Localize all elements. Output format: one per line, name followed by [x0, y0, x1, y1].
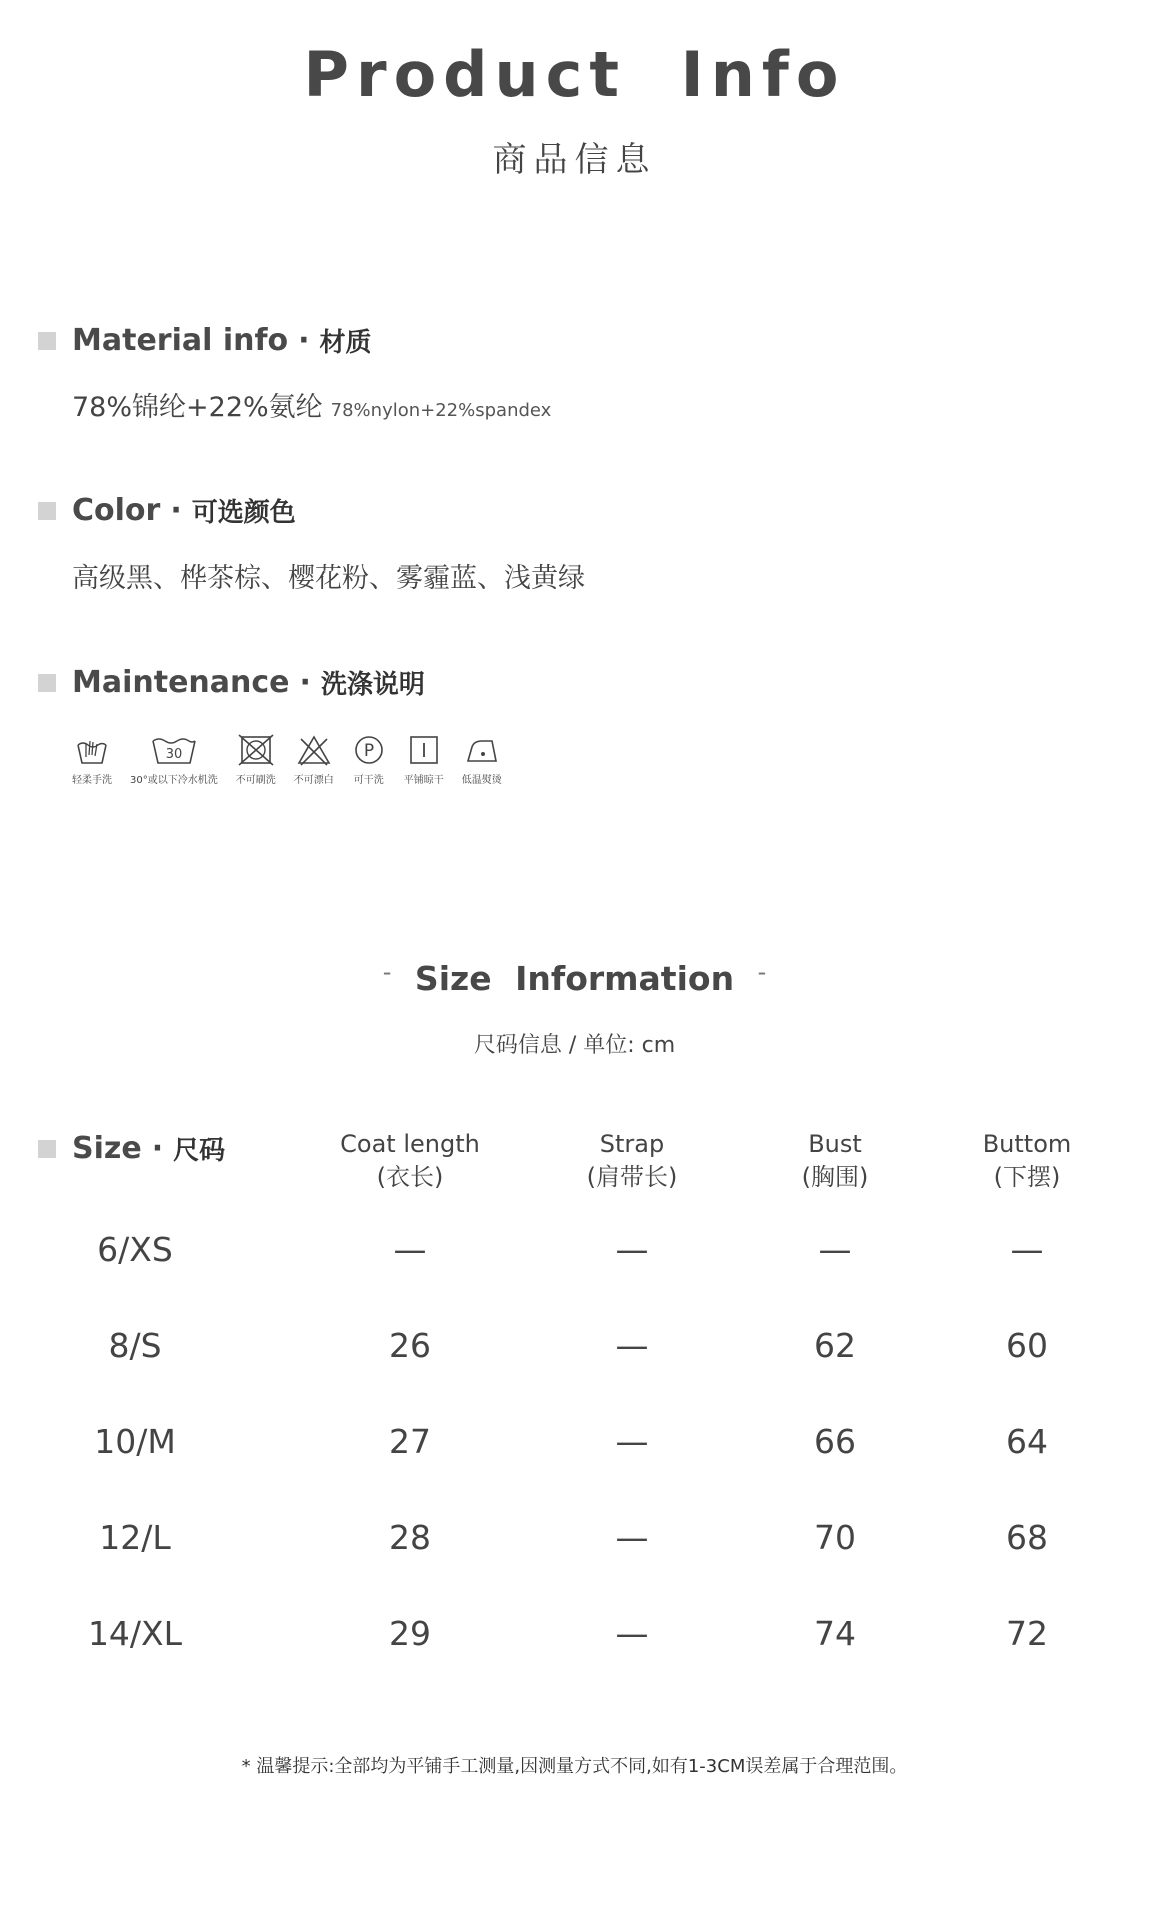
- coat-length-cell: 28: [389, 1518, 431, 1557]
- care-label: 不可漂白: [293, 775, 334, 786]
- separator-dot: ·: [151, 1131, 164, 1166]
- care-label: 不可刷洗: [235, 775, 276, 786]
- column-header-en: Bust: [808, 1130, 862, 1158]
- material-heading: [38, 322, 372, 359]
- title-dash-right: -: [757, 958, 767, 986]
- material-label-en: Material info: [72, 323, 289, 358]
- size-cell: 8/S: [108, 1326, 162, 1365]
- size-cell: 14/XL: [87, 1614, 183, 1653]
- column-header-cn: (衣长): [376, 1163, 444, 1191]
- color-value: 高级黑、桦茶棕、樱花粉、雾霾蓝、浅黄绿: [72, 563, 585, 594]
- size-cell: 10/M: [94, 1422, 176, 1461]
- care-label: 轻柔手洗: [72, 775, 112, 786]
- bottom-cell: 72: [1006, 1614, 1048, 1653]
- material-value: [72, 385, 551, 424]
- bottom-cell: 68: [1006, 1518, 1048, 1557]
- bullet-square-icon: [38, 502, 56, 520]
- column-header-coat-length: [300, 1128, 520, 1194]
- hand-wash-icon: [72, 733, 112, 767]
- size-label-cn: 尺码: [173, 1136, 226, 1166]
- maintenance-label-cn: 洗涤说明: [320, 670, 425, 700]
- strap-cell: —: [615, 1326, 649, 1365]
- column-header-bottom: [917, 1128, 1137, 1194]
- column-header-en: Buttom: [982, 1130, 1072, 1158]
- care-item-flat-dry: [404, 733, 444, 786]
- care-icons-row: [72, 733, 502, 786]
- care-label: 30°或以下冷水机洗: [130, 775, 218, 786]
- care-item-dry-clean: [352, 733, 386, 786]
- material-label-cn: 材质: [319, 328, 372, 358]
- bust-cell: 70: [814, 1518, 856, 1557]
- bottom-cell: 64: [1006, 1422, 1048, 1461]
- size-cell: 12/L: [99, 1518, 171, 1557]
- color-label-cn: 可选颜色: [191, 498, 296, 528]
- strap-cell: —: [615, 1614, 649, 1653]
- column-header-en: Coat length: [340, 1130, 480, 1158]
- separator-dot: ·: [299, 665, 311, 700]
- coat-length-cell: —: [393, 1230, 427, 1269]
- care-label: 可干洗: [353, 775, 384, 786]
- bust-cell: 62: [814, 1326, 856, 1365]
- bullet-square-icon: [38, 674, 56, 692]
- care-item-no-bleach: [294, 733, 334, 786]
- bust-cell: 66: [814, 1422, 856, 1461]
- care-item-wash-30: [130, 733, 218, 786]
- coat-length-cell: 26: [389, 1326, 431, 1365]
- bust-cell: 74: [814, 1614, 856, 1653]
- color-label-en: Color: [72, 493, 161, 528]
- material-value-cn: 78%锦纶+22%氨纶: [72, 392, 323, 423]
- column-header-bust: [725, 1128, 945, 1194]
- bust-cell: —: [818, 1230, 852, 1269]
- bullet-square-icon: [38, 332, 56, 350]
- wash-30-icon: [149, 733, 199, 767]
- strap-cell: —: [615, 1518, 649, 1557]
- coat-length-cell: 29: [389, 1614, 431, 1653]
- care-item-no-tumble-dry: [236, 733, 276, 786]
- bottom-cell: 60: [1006, 1326, 1048, 1365]
- size-section-subtitle: 尺码信息 / 单位: cm: [473, 1033, 676, 1058]
- column-header-cn: (下摆): [993, 1163, 1061, 1191]
- column-header-en: Strap: [599, 1130, 665, 1158]
- size-cell: 6/XS: [97, 1230, 173, 1269]
- size-title-text: Size Information: [414, 959, 735, 998]
- column-header-strap: [522, 1128, 742, 1194]
- dry-clean-icon: [352, 733, 386, 767]
- low-iron-icon: [462, 733, 502, 767]
- color-heading: [38, 492, 296, 529]
- column-header-cn: (肩带长): [586, 1163, 678, 1191]
- size-heading: [38, 1130, 225, 1167]
- material-value-en: 78%nylon+22%spandex: [330, 400, 552, 421]
- dry-clean-mark: P: [363, 741, 374, 761]
- strap-cell: —: [615, 1422, 649, 1461]
- care-item-hand-wash: [72, 733, 112, 786]
- care-item-low-iron: [462, 733, 502, 786]
- strap-cell: —: [615, 1230, 649, 1269]
- care-label: 低温熨烫: [461, 775, 502, 786]
- title-dash-left: -: [382, 958, 392, 986]
- bottom-cell: —: [1010, 1230, 1044, 1269]
- size-label-en: Size: [72, 1131, 142, 1166]
- bullet-square-icon: [38, 1140, 56, 1158]
- care-label: 平铺晾干: [403, 775, 444, 786]
- no-bleach-icon: [296, 733, 332, 767]
- measurement-footnote: * 温馨提示:全部均为平铺手工测量,因测量方式不同,如有1-3CM误差属于合理范围。: [241, 1756, 908, 1777]
- page-subtitle: 商品信息: [492, 140, 657, 180]
- coat-length-cell: 27: [389, 1422, 431, 1461]
- column-header-cn: (胸围): [801, 1163, 869, 1191]
- separator-dot: ·: [170, 493, 182, 528]
- no-tumble-dry-icon: [236, 733, 276, 767]
- separator-dot: ·: [298, 323, 310, 358]
- wash-temp-text: 30: [165, 747, 183, 762]
- page-title: Product Info: [303, 38, 846, 111]
- maintenance-label-en: Maintenance: [72, 665, 290, 700]
- size-section-title: [0, 958, 1149, 998]
- maintenance-heading: [38, 664, 425, 701]
- flat-dry-icon: [407, 733, 441, 767]
